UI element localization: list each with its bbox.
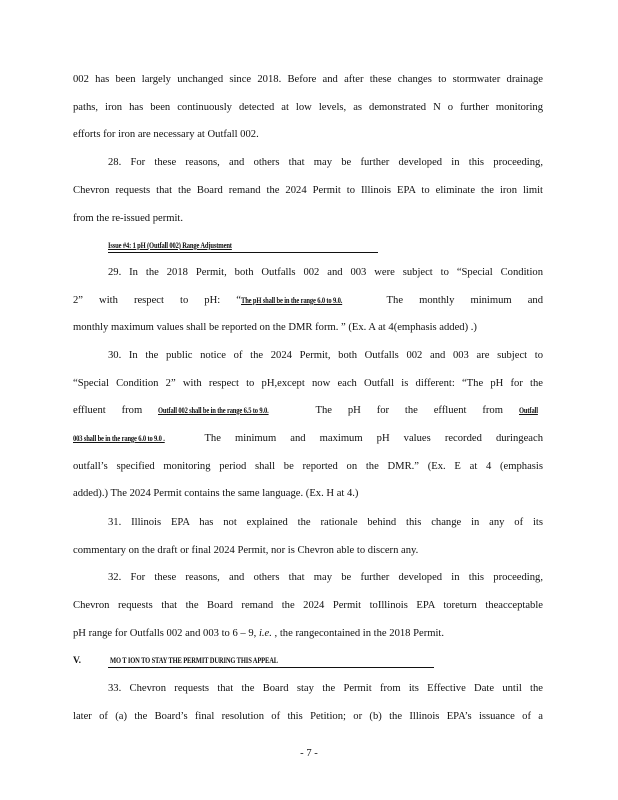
section-title: MO T ION TO STAY THE PERMIT DURING THIS APPEAL: [110, 656, 278, 665]
heading-underline: [108, 252, 378, 253]
paragraph-31-line: 31. Illinois EPA has not explained the rationale behind this change in any of its: [108, 517, 543, 528]
paragraph-30-line: outfall’s specified monitoring period shall be reported on the DMR.” (Ex. E at 4 (emphasis: [73, 461, 543, 472]
text-span: The pH for the effluent from: [299, 405, 519, 416]
paragraph-28-line: from the re-issued permit.: [73, 213, 184, 224]
heading-underline: [108, 667, 434, 668]
section-number: V.: [73, 656, 82, 666]
paragraph-31-line: commentary on the draft or final 2024 Permit, nor is Chevron able to discern any.: [73, 545, 419, 556]
section-heading: [73, 654, 543, 668]
text-span: The monthly minimum and: [370, 295, 544, 306]
paragraph-28-line: Chevron requests that the Board remand the 2024 Permit to Illinois EPA to eliminate the iron limit: [73, 185, 543, 196]
paragraph-33-line: 33. Chevron requests that the Board stay the Permit from its Effective Date until the: [108, 683, 543, 694]
paragraph-32-line: Chevron requests that the Board remand the 2024 Permit toIllinois EPA toreturn theacceptable: [73, 600, 543, 611]
paragraph-29-line: monthly maximum values shall be reported on the DMR form. ” (Ex. A at 4(emphasis added) .): [73, 322, 477, 333]
text-line: paths, iron has been continuously detected at low levels, as demonstrated N o further monitoring: [73, 102, 543, 113]
paragraph-30-line: “Special Condition 2” with respect to pH,except now each Outfall is different: “The pH for the: [73, 378, 543, 389]
page-number: - 7 -: [300, 748, 318, 759]
issue-heading-text: Issue #4: 1 pH (Outfall 002) Range Adjustment: [108, 241, 232, 250]
paragraph-29-line: 29. In the 2018 Permit, both Outfalls 002 and 003 were subject to “Special Condition: [108, 267, 543, 278]
paragraph-28-line: 28. For these reasons, and others that may be further developed in this proceeding,: [108, 157, 543, 168]
paragraph-29-line: [73, 294, 543, 308]
paragraph-30-line: added).) The 2024 Permit contains the same language. (Ex. H at 4.): [73, 488, 359, 499]
text-line: 002 has been largely unchanged since 2018. Before and after these changes to stormwater drainage: [73, 74, 543, 85]
text-span: , the rangecontained in the 2018 Permit.: [271, 628, 445, 639]
text-span: The minimum and maximum pH values recorded duringeach: [190, 433, 543, 444]
italic-text: i.e.: [258, 628, 272, 639]
issue-heading: [108, 239, 543, 253]
emphasized-text: Outfall: [518, 406, 538, 415]
text-span: 2” with respect to pH: “: [73, 295, 241, 306]
emphasized-text: 003 shall be in the range 6.0 to 9.0 .: [73, 434, 165, 443]
paragraph-30-line: [73, 404, 543, 418]
paragraph-32-line: 32. For these reasons, and others that may be further developed in this proceeding,: [108, 572, 543, 583]
paragraph-30-line: [73, 432, 543, 446]
text-span: pH range for Outfalls 002 and 003 to 6 – 9,: [73, 628, 259, 639]
emphasized-text: The pH shall be in the range 6.0 to 9.0.: [240, 296, 343, 305]
emphasized-text: Outfall 002 shall be in the range 6.5 to 9.0.: [158, 406, 269, 415]
text-span: effluent from: [73, 405, 159, 416]
text-line: efforts for iron are necessary at Outfall 002.: [73, 129, 259, 140]
paragraph-33-line: later of (a) the Board’s final resolution of this Petition; or (b) the Illinois EPA’s issuance of a: [73, 711, 543, 722]
paragraph-32-line: [73, 627, 543, 641]
paragraph-30-line: 30. In the public notice of the 2024 Permit, both Outfalls 002 and 003 are subject to: [108, 350, 543, 361]
